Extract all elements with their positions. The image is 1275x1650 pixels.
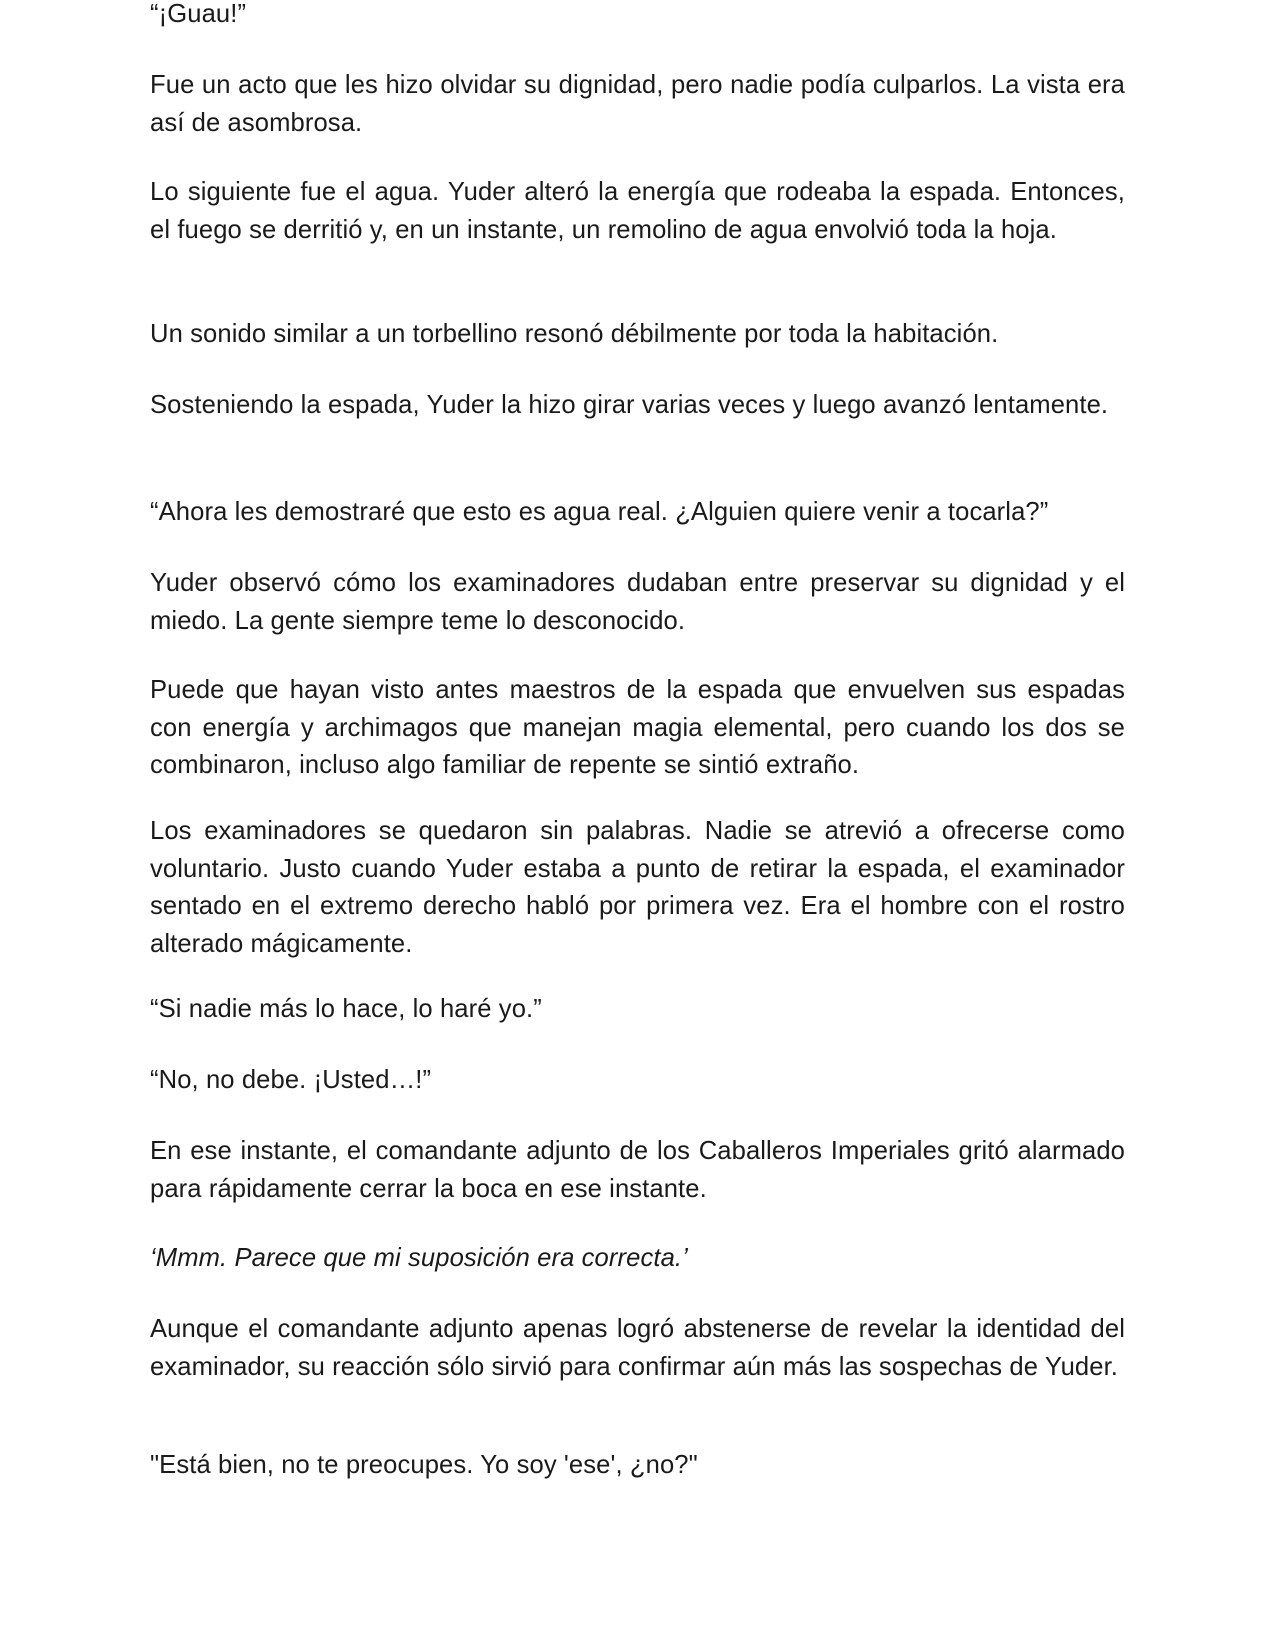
paragraph-sword-masters: Puede que hayan visto antes maestros de la espada que envuelven sus espadas con energía y archimagos que manejan magia elemental, pero cuando los dos se combinaron, incluso algo familiar de repente se sintió extraño. (150, 676, 1125, 779)
paragraph-water: Lo siguiente fue el agua. Yuder alteró la energía que rodeaba la espada. Entonces, el fuego se derritió y, en un instante, un remolino de agua envolvió toda la hoja. (150, 178, 1125, 244)
paragraph-whirlwind-sound: Un sonido similar a un torbellino resonó débilmente por toda la habitación. (150, 320, 999, 348)
paragraph-demonstrate: “Ahora les demostraré que esto es agua real. ¿Alguien quiere venir a tocarla?” (150, 498, 1049, 526)
paragraph-exclamation: “¡Guau!” (150, 0, 247, 28)
paragraph-thought: ‘Mmm. Parece que mi suposición era correcta.’ (150, 1244, 688, 1272)
paragraph-suspicions: Aunque el comandante adjunto apenas logró abstenerse de revelar la identidad del examinador, su reacción sólo sirvió para confirmar aún más las sospechas de Yuder. (150, 1315, 1125, 1381)
paragraph-deputy-commander: En ese instante, el comandante adjunto de los Caballeros Imperiales gritó alarmado para rápidamente cerrar la boca en ese instante. (150, 1137, 1125, 1203)
paragraph-speechless: Los examinadores se quedaron sin palabras. Nadie se atrevió a ofrecerse como voluntario. Justo cuando Yuder estaba a punto de retirar la espada, el examinador sentado en el extremo derecho habló por primera vez. Era el hombre con el rostro alterado mágicamente. (150, 817, 1125, 958)
paragraph-volunteer: “Si nadie más lo hace, lo haré yo.” (150, 995, 542, 1023)
paragraph-examiners-hesitate: Yuder observó cómo los examinadores dudaban entre preservar su dignidad y el miedo. La gente siempre teme lo desconocido. (150, 569, 1125, 635)
paragraph-dignity: Fue un acto que les hizo olvidar su dignidad, pero nadie podía culparlos. La vista era así de asombrosa. (150, 71, 1125, 137)
paragraph-its-fine: "Está bien, no te preocupes. Yo soy 'ese', ¿no?" (150, 1451, 698, 1479)
paragraph-holding-sword: Sosteniendo la espada, Yuder la hizo girar varias veces y luego avanzó lentamente. (150, 391, 1109, 419)
paragraph-must-not: “No, no debe. ¡Usted…!” (150, 1066, 432, 1094)
